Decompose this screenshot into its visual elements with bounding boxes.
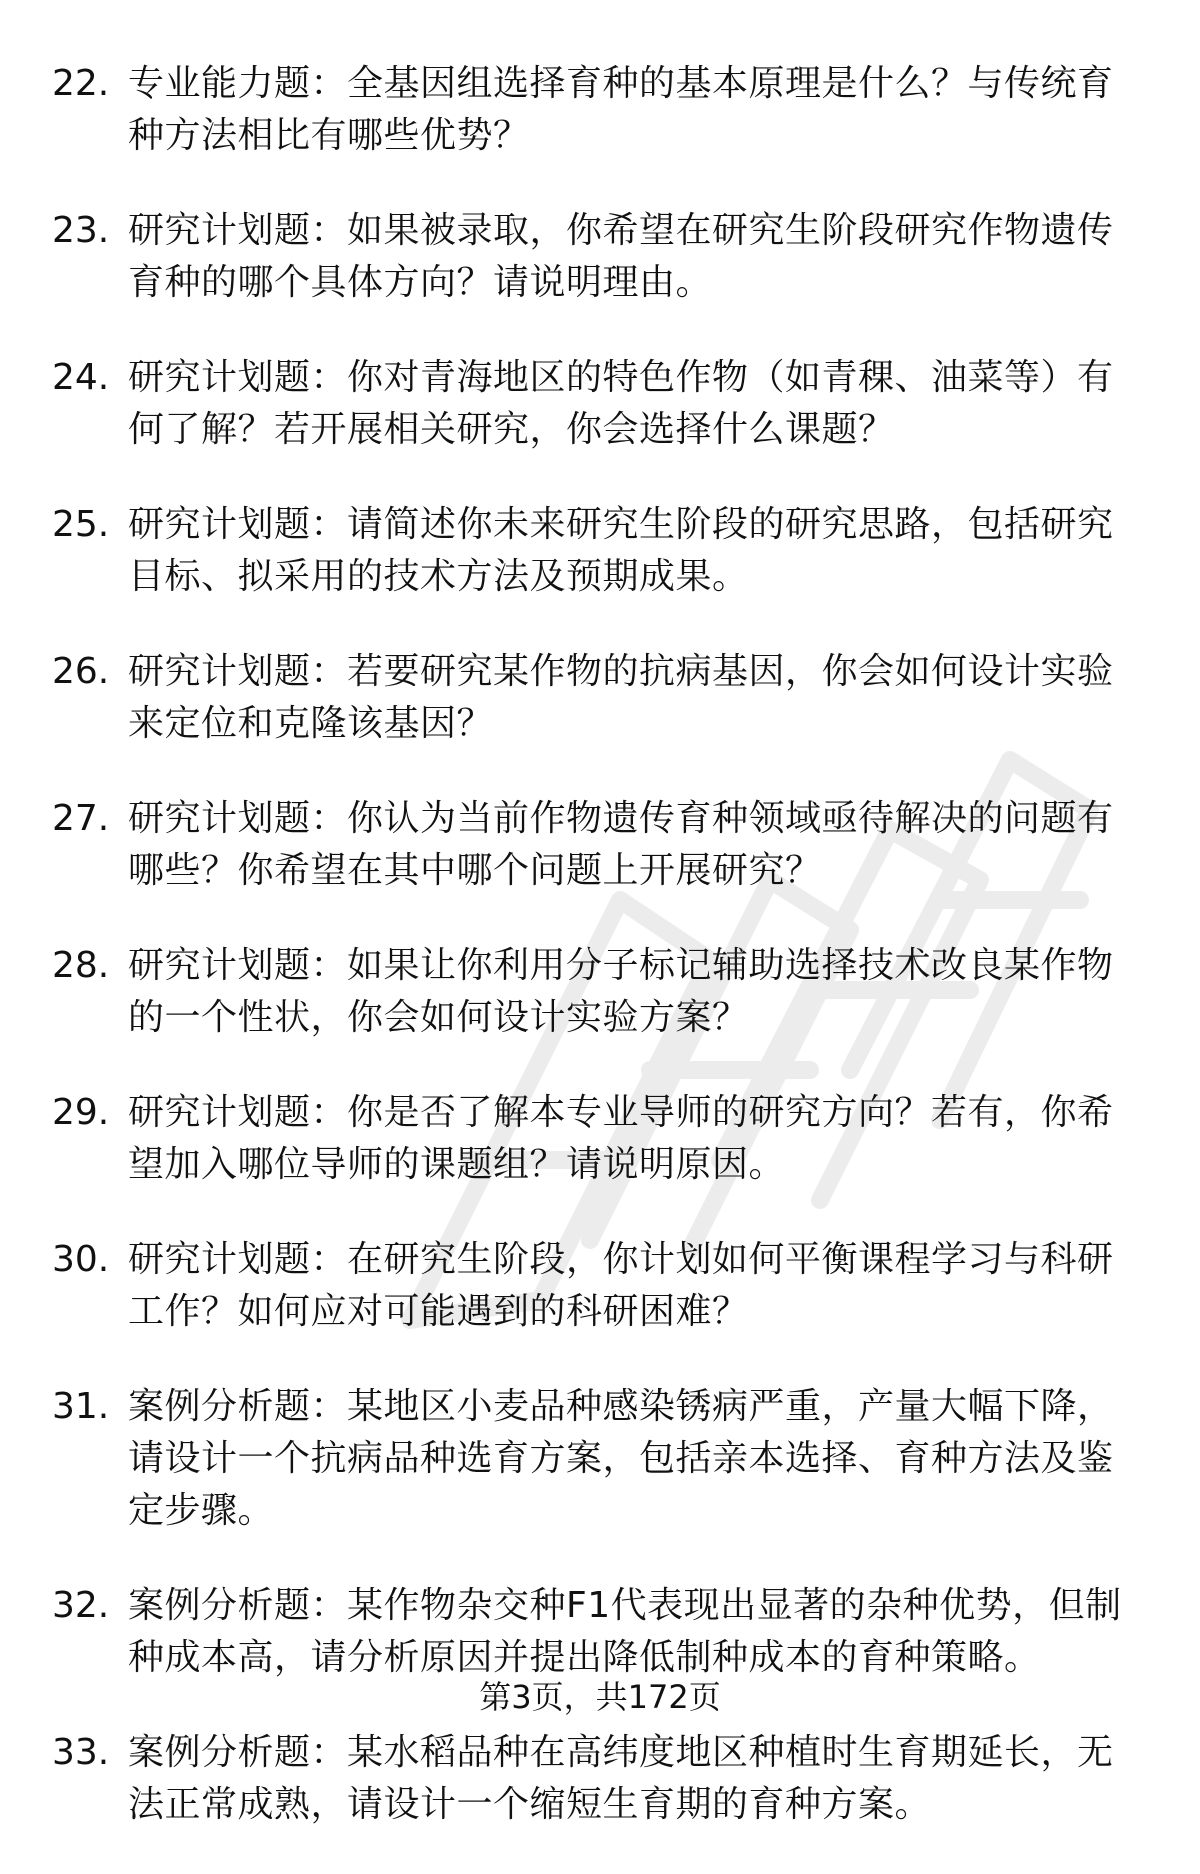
question-text: 专业能力题：全基因组选择育种的基本原理是什么？与传统育种方法相比有哪些优势？ <box>128 63 1114 156</box>
question-item <box>52 1087 1152 1191</box>
question-item <box>52 793 1152 897</box>
question-item <box>52 1381 1152 1537</box>
question-text: 研究计划题：你对青海地区的特色作物（如青稞、油菜等）有何了解？若开展相关研究，你会选择什么课题？ <box>128 357 1114 450</box>
question-item <box>52 646 1152 750</box>
question-item <box>52 940 1152 1044</box>
question-number: 28. <box>52 945 110 986</box>
question-text: 案例分析题：某地区小麦品种感染锈病严重，产量大幅下降，请设计一个抗病品种选育方案，包括亲本选择、育种方法及鉴定步骤。 <box>128 1386 1114 1531</box>
question-number: 25. <box>52 504 110 545</box>
question-text: 案例分析题：某水稻品种在高纬度地区种植时生育期延长，无法正常成熟，请设计一个缩短生育期的育种方案。 <box>128 1732 1114 1825</box>
question-number: 22. <box>52 63 110 104</box>
question-number: 27. <box>52 798 110 839</box>
question-item <box>52 499 1152 603</box>
question-number: 33. <box>52 1732 110 1773</box>
question-number: 30. <box>52 1239 110 1280</box>
question-text: 研究计划题：如果被录取，你希望在研究生阶段研究作物遗传育种的哪个具体方向？请说明理由。 <box>128 210 1114 303</box>
question-item <box>52 1727 1152 1831</box>
question-item <box>52 352 1152 456</box>
question-number: 31. <box>52 1386 110 1427</box>
question-number: 24. <box>52 357 110 398</box>
question-item <box>52 1580 1152 1684</box>
question-number: 23. <box>52 210 110 251</box>
question-item <box>52 58 1152 162</box>
question-text: 研究计划题：如果让你利用分子标记辅助选择技术改良某作物的一个性状，你会如何设计实验方案？ <box>128 945 1114 1038</box>
question-text: 研究计划题：在研究生阶段，你计划如何平衡课程学习与科研工作？如何应对可能遇到的科研困难？ <box>128 1239 1114 1332</box>
page-footer: 第3页，共172页 <box>479 1678 721 1716</box>
question-list <box>52 58 1152 1874</box>
question-number: 32. <box>52 1585 110 1626</box>
question-number: 29. <box>52 1092 110 1133</box>
question-text: 研究计划题：你是否了解本专业导师的研究方向？若有，你希望加入哪位导师的课题组？请说明原因。 <box>128 1092 1114 1185</box>
question-item <box>52 1234 1152 1338</box>
question-text: 研究计划题：若要研究某作物的抗病基因，你会如何设计实验来定位和克隆该基因？ <box>128 651 1114 744</box>
question-text: 研究计划题：请简述你未来研究生阶段的研究思路，包括研究目标、拟采用的技术方法及预期成果。 <box>128 504 1114 597</box>
question-number: 26. <box>52 651 110 692</box>
question-text: 研究计划题：你认为当前作物遗传育种领域亟待解决的问题有哪些？你希望在其中哪个问题上开展研究？ <box>128 798 1114 891</box>
question-text: 案例分析题：某作物杂交种F1代表现出显著的杂种优势，但制种成本高，请分析原因并提出降低制种成本的育种策略。 <box>128 1585 1122 1678</box>
question-item <box>52 205 1152 309</box>
